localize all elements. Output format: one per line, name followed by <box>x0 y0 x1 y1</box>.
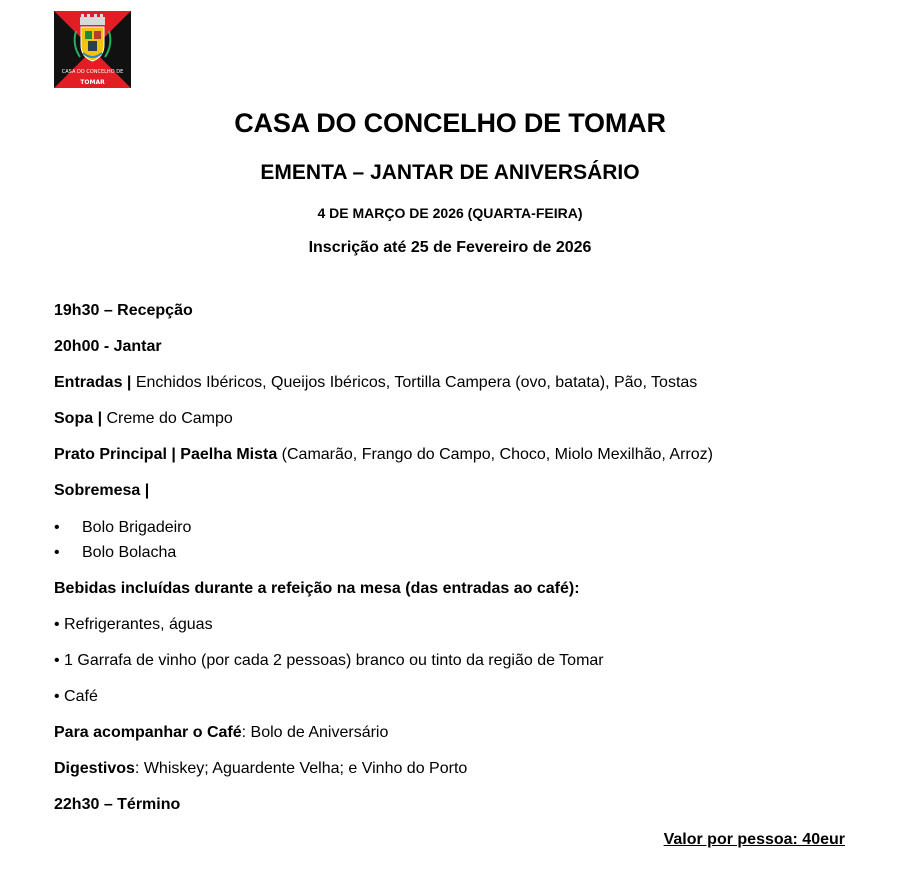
entradas-label: Entradas | <box>54 374 132 391</box>
prato-principal-label: Prato Principal | Paelha Mista <box>54 446 278 463</box>
dinner-time: 20h00 - Jantar <box>54 338 162 355</box>
bullet-icon: • <box>54 519 60 536</box>
digestivos-label: Digestivos <box>54 760 135 777</box>
bullet-icon: • <box>54 544 60 561</box>
casa-do-concelho-logo <box>54 11 131 88</box>
sobremesa-item-text: Bolo Bolacha <box>82 544 177 561</box>
end-time: 22h30 – Término <box>54 796 181 813</box>
sobremesa-item <box>54 543 176 563</box>
digestivos-text: : Whiskey; Aguardente Velha; e Vinho do Porto <box>134 760 468 777</box>
logo-ribbon-text: CASA DO CONCELHO DE <box>61 69 124 75</box>
prato-principal-line <box>54 445 713 465</box>
sobremesa-item-text: Bolo Brigadeiro <box>82 519 192 536</box>
entradas-text: Enchidos Ibéricos, Queijos Ibéricos, Tortilla Campera (ovo, batata), Pão, Tostas <box>131 374 698 391</box>
bebidas-item: • Refrigerantes, águas <box>54 616 213 633</box>
digestivos-line <box>54 759 467 779</box>
sopa-text: Creme do Campo <box>102 410 233 427</box>
document-subtitle: EMENTA – JANTAR DE ANIVERSÁRIO <box>260 161 640 184</box>
sobremesa-label: Sobremesa | <box>54 482 150 499</box>
price-per-person: Valor por pessoa: 40eur <box>663 831 845 848</box>
document-title: CASA DO CONCELHO DE TOMAR <box>234 108 666 138</box>
prato-principal-text: (Camarão, Frango do Campo, Choco, Miolo Mexilhão, Arroz) <box>277 446 713 463</box>
cafe-label: Para acompanhar o Café <box>54 724 242 741</box>
cafe-text: : Bolo de Aniversário <box>241 724 389 741</box>
cafe-line <box>54 723 388 743</box>
bebidas-item: • Café <box>54 688 98 705</box>
sopa-line <box>54 409 233 429</box>
bebidas-label: Bebidas incluídas durante a refeição na mesa (das entradas ao café): <box>54 580 580 597</box>
registration-deadline: Inscrição até 25 de Fevereiro de 2026 <box>308 239 592 256</box>
entradas-line <box>54 373 697 393</box>
sopa-label: Sopa | <box>54 410 103 427</box>
logo-bottom-text: TOMAR <box>80 79 105 86</box>
bebidas-item: • 1 Garrafa de vinho (por cada 2 pessoas) branco ou tinto da região de Tomar <box>54 652 604 669</box>
sobremesa-item <box>54 518 191 538</box>
reception-time: 19h30 – Recepção <box>54 302 193 319</box>
event-date: 4 DE MARÇO DE 2026 (QUARTA-FEIRA) <box>317 205 583 221</box>
